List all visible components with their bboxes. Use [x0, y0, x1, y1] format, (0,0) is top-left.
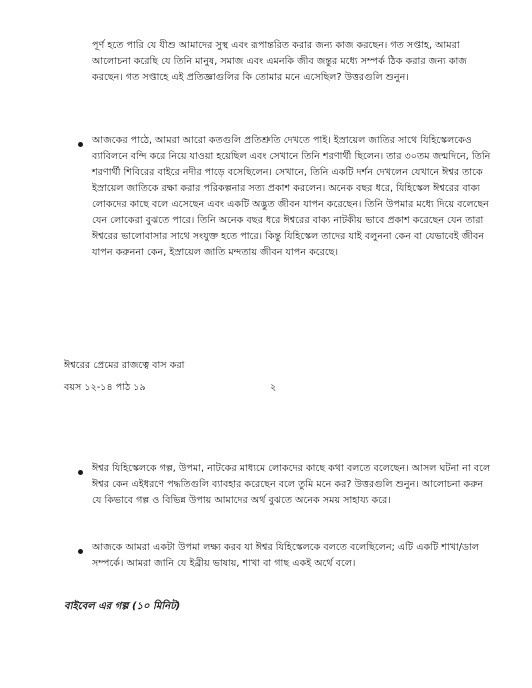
section-heading: বাইবেল এর গল্প (১০ মিনিট)	[64, 601, 181, 612]
footer-page-number: ২	[270, 382, 277, 393]
footer-lesson-meta: বয়স ১২-১৪ পাঠ ১৯	[64, 382, 146, 393]
branch-parable-bullet: আজকে আমরা একটা উপমা লক্ষ্য করব যা ঈশ্বর যিহিস্কেলকে বলতে বলেছিলেন; এটি একটি শাখা/ডাল সম্পর্কে। আমরা জানি যে ইব্রীয় ভাষায়, শাখা বা গাছ একই অর্থে বলে।	[92, 542, 479, 569]
footer-title: ঈশ্বরের প্রেমের রাজত্বে বাস করা	[64, 360, 185, 371]
bullet-marker	[78, 470, 83, 475]
intro-paragraph: পূর্ণ হতে পারি যে যীশু আমাদের সুস্থ এবং রূপান্তরিত করার জন্য কাজ করছেন। গত সপ্তাহ, আমরা আলোচনা করেছি যে তিনি মানুষ, সমাজ এবং এমনকি জীব জন্তুর মধ্যে সম্পর্ক ঠিক করার জন্য কাজ করছেন। গত সপ্তাহে এই প্রতিজ্ঞাগুলির কি তোমার মনে এসেছিল? উত্তরগুলি শুনুন।	[92, 40, 467, 83]
lesson-bullet-paragraph: আজকের পাঠে, আমরা আরো কতগুলি প্রতিশ্রুতি দেখতে পাই। ইস্রায়েল জাতির সাথে যিহিস্কেলকেও ব্যাবিলনে বন্দি করে নিয়ে যাওয়া হয়েছিল এবং সেখানে তিনি শরণার্থী ছিলেন। তার ৩০তম জন্মদিনে, তিনি শরণার্থী শিবিরের বাইরে নদীর পাড়ে বসেছিলেন। সেখানে, তিনি একটি দর্শন দেখলেন যেখানে ঈশ্বর তাকে ইস্রায়েল জাতিকে রক্ষা করার পরিকল্পনার সত্য প্রকাশ করলেন। অনেক বছর ধরে, যিহিস্কেল ঈশ্বরের বাক্য লোকদের কাছে বলে এসেছেন এবং একটি অদ্ভুত জীবন যাপন করেছেন। তিনি উপমার মধ্যে দিয়ে বলেছেন যেন লোকেরা বুঝতে পারে। তিনি অনেক বছর ধরে ঈশ্বরের বাক্য নাটকীয় ভাবে প্রকাশ করেছেন যেন তারা ঈশ্বরের ভালোবাসার সাথে সংযুক্ত হতে পারে। কিন্তু যিহিস্কেল তাদের যাই বলুননা কেন বা যেভাবেই জীবন যাপন করুননা কেন, ইস্রায়েল জাতি মন্দতায় জীবন যাপন করেছে।	[92, 135, 491, 258]
bullet-marker	[78, 142, 83, 147]
bullet-marker	[78, 549, 83, 554]
parable-question-bullet: ঈশ্বর যিহিস্কেলকে গল্প, উপমা, নাটকের মাধ্যমে লোকদের কাছে কথা বলতে বলেছেন। আসল ঘটনা না বলে ঈশ্বর কেন এইধরণে পদ্ধতিগুলি ব্যাবহার করেছেন বলে তুমি মনে কর? উত্তরগুলি শুনুন। আলোচনা করুন যে কিভাবে গল্প ও বিভিন্ন উপায় আমাদের অর্থ বুঝতে অনেক সময় সাহায্য করে।	[92, 463, 491, 506]
